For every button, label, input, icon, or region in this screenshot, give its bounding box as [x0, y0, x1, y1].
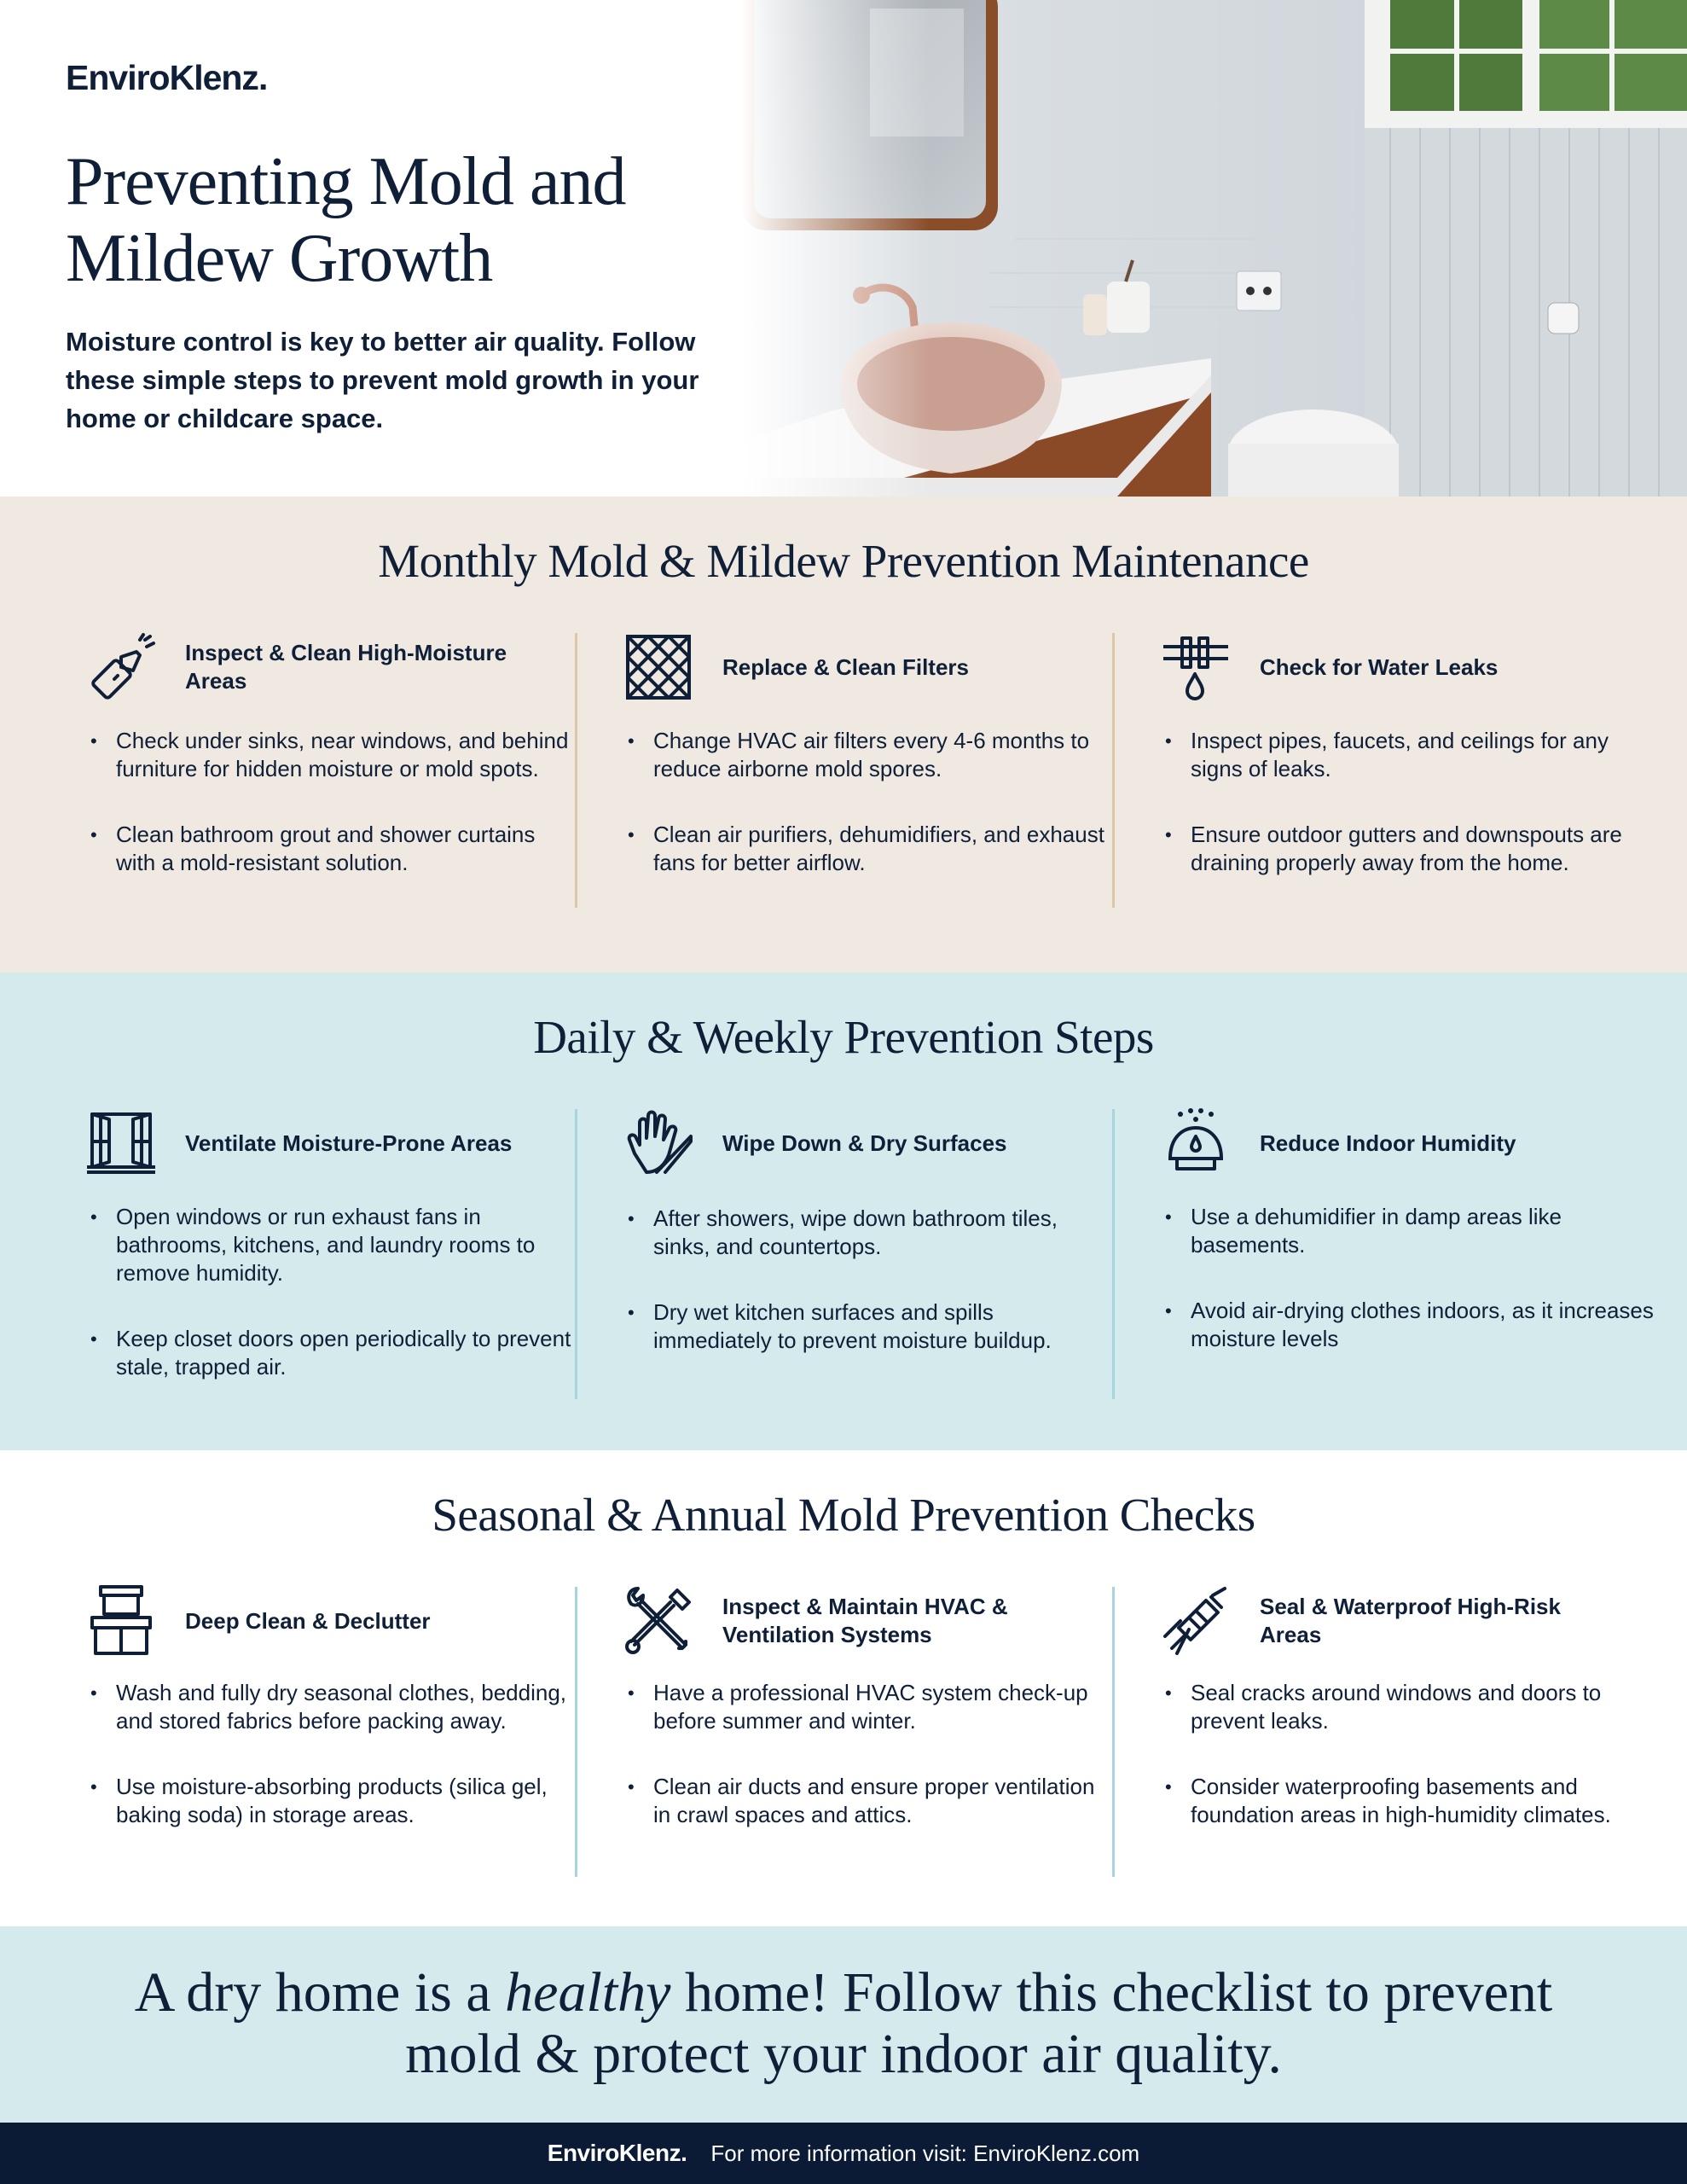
column-divider: [1112, 1587, 1115, 1877]
card-title: Seal & Waterproof High-Risk Areas: [1260, 1594, 1561, 1647]
section-title: Seasonal & Annual Mold Prevention Checks: [432, 1489, 1255, 1541]
pipe-leak-icon: [1160, 631, 1232, 703]
flashlight-icon: [85, 631, 157, 703]
daily-section: [0, 973, 1687, 1450]
card-water-leaks: [1143, 631, 1655, 875]
closing-text-start: A dry home is a: [134, 1961, 506, 2024]
card-list: [85, 1203, 580, 1419]
card-seal: [1143, 1585, 1655, 1827]
wrench-screwdriver-icon: [623, 1585, 694, 1657]
list-item: • Open windows or run exhaust fans in bathrooms, kitchens, and laundry rooms to remove humidity.: [85, 1203, 580, 1287]
card-declutter: [68, 1585, 580, 1827]
card-title: Reduce Indoor Humidity: [1260, 1130, 1516, 1156]
list-item: • Change HVAC air filters every 4-6 months to reduce airborne mold spores.: [623, 727, 1117, 783]
card-wipe-down: [606, 1107, 1117, 1353]
page-title: Preventing Mold and Mildew Growth: [66, 144, 626, 296]
closing-emphasis: healthy: [505, 1961, 671, 2024]
card-ventilate: [68, 1107, 580, 1380]
list-item: • Inspect pipes, faucets, and ceilings for any signs of leaks.: [1160, 727, 1655, 783]
humidifier-icon: [1160, 1107, 1232, 1179]
caulk-gun-icon: [1160, 1585, 1232, 1657]
column-divider: [1112, 633, 1115, 908]
section-title: Monthly Mold & Mildew Prevention Maintenance: [378, 535, 1309, 587]
page-subtitle: Moisture control is key to better air quality. Follow these simple steps to prevent mold growth in your home or childcare space.: [66, 327, 699, 433]
card-list: [85, 727, 580, 915]
card-title: Inspect & Clean High-Moisture Areas: [185, 640, 507, 694]
brand-logo-mark: .: [258, 58, 268, 97]
card-title: Check for Water Leaks: [1260, 653, 1499, 680]
wiping-hand-icon: [623, 1107, 694, 1179]
storage-boxes-icon: [85, 1585, 157, 1657]
column-divider: [575, 1587, 577, 1877]
list-item: • Have a professional HVAC system check-up before summer and winter.: [623, 1679, 1117, 1735]
list-item: • Use moisture-absorbing products (silica gel, baking soda) in storage areas.: [85, 1773, 580, 1829]
card-filters: [606, 631, 1117, 875]
section-title: Daily & Weekly Prevention Steps: [533, 1011, 1154, 1063]
closing-statement: [119, 1962, 1568, 2085]
seasonal-section: [0, 1450, 1687, 1926]
footer-link[interactable]: For more information visit: EnviroKlenz.com: [710, 2140, 1140, 2166]
card-list: [1160, 1203, 1655, 1391]
list-item: • Clean bathroom grout and shower curtains with a mold-resistant solution.: [85, 821, 580, 877]
list-item: • Keep closet doors open periodically to prevent stale, trapped air.: [85, 1325, 580, 1381]
footer-logo-mark: .: [681, 2140, 687, 2166]
card-list: [85, 1679, 580, 1867]
list-item: • Wash and fully dry seasonal clothes, bedding, and stored fabrics before packing away.: [85, 1679, 580, 1735]
card-list: [623, 1205, 1117, 1392]
column-divider: [575, 633, 577, 908]
card-inspect-clean: [68, 631, 580, 875]
footer-logo[interactable]: [548, 2140, 687, 2167]
list-item: • Dry wet kitchen surfaces and spills immediately to prevent moisture buildup.: [623, 1298, 1117, 1355]
list-item: • Consider waterproofing basements and foundation areas in high-humidity climates.: [1160, 1773, 1655, 1829]
list-item: • Use a dehumidifier in damp areas like basements.: [1160, 1203, 1655, 1259]
list-item: • Ensure outdoor gutters and downspouts are draining properly away from the home.: [1160, 821, 1655, 877]
list-item: • Clean air purifiers, dehumidifiers, and exhaust fans for better airflow.: [623, 821, 1117, 877]
hero: [0, 0, 1687, 497]
card-humidity: [1143, 1107, 1655, 1351]
open-window-icon: [85, 1107, 157, 1179]
list-item: • After showers, wipe down bathroom tiles, sinks, and countertops.: [623, 1205, 1117, 1261]
brand-logo-text: EnviroKlenz: [66, 58, 258, 97]
card-title: Wipe Down & Dry Surfaces: [722, 1130, 1007, 1156]
closing-banner: [0, 1926, 1687, 2123]
list-item: • Clean air ducts and ensure proper ventilation in crawl spaces and attics.: [623, 1773, 1117, 1829]
card-list: [1160, 727, 1655, 915]
card-hvac: [606, 1585, 1117, 1827]
card-list: [1160, 1679, 1655, 1867]
card-title: Inspect & Maintain HVAC & Ventilation Systems: [722, 1594, 1008, 1647]
air-filter-icon: [623, 631, 694, 703]
list-item: • Seal cracks around windows and doors to prevent leaks.: [1160, 1679, 1655, 1735]
column-divider: [575, 1109, 577, 1399]
footer-logo-text: EnviroKlenz: [547, 2140, 681, 2166]
card-title: Replace & Clean Filters: [722, 653, 969, 680]
list-item: • Avoid air-drying clothes indoors, as it increases moisture levels: [1160, 1297, 1655, 1353]
card-title: Deep Clean & Declutter: [185, 1607, 431, 1634]
footer: [0, 2123, 1687, 2184]
closing-text-end: home! Follow this checklist to prevent mold & protect your indoor air quality.: [405, 1961, 1553, 2085]
card-title: Ventilate Moisture-Prone Areas: [185, 1130, 513, 1156]
card-list: [623, 1679, 1117, 1867]
column-divider: [1112, 1109, 1115, 1399]
monthly-section: [0, 497, 1687, 973]
card-list: [623, 727, 1117, 915]
brand-logo[interactable]: [66, 58, 267, 98]
list-item: • Check under sinks, near windows, and behind furniture for hidden moisture or mold spots.: [85, 727, 580, 783]
